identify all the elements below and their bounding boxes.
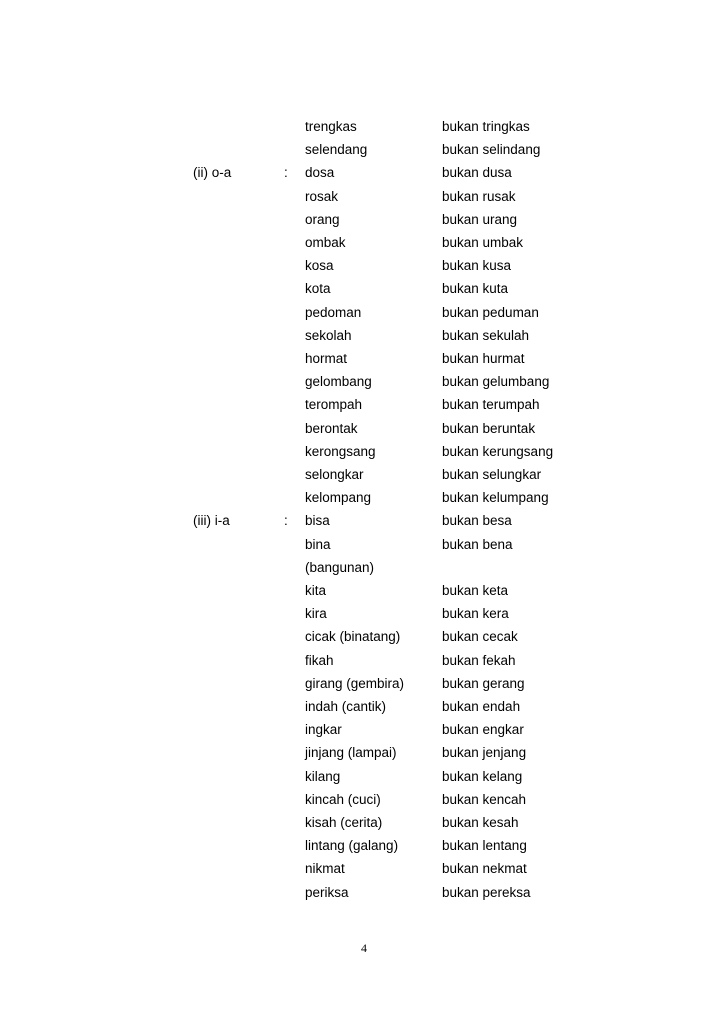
incorrect-spelling: bukan kuta (442, 281, 509, 297)
correct-spelling: pedoman (305, 304, 362, 320)
list-item (0, 235, 728, 257)
list-item (0, 490, 728, 512)
correct-spelling: kisah (cerita) (305, 815, 383, 830)
correct-spelling: selongkar (305, 467, 364, 482)
list-item (0, 189, 728, 211)
correct-spelling: sekolah (305, 327, 352, 343)
list-item (0, 676, 728, 698)
correct-spelling: bina (305, 536, 331, 552)
list-item (0, 397, 728, 419)
correct-spelling: berontak (305, 420, 358, 436)
list-item (0, 815, 728, 837)
incorrect-spelling: bukan kelang (442, 768, 523, 784)
incorrect-spelling: bukan dusa (442, 165, 512, 181)
list-item (0, 606, 728, 628)
list-item (0, 722, 728, 744)
correct-spelling: nikmat (305, 861, 345, 877)
correct-spelling: kincah (cuci) (305, 791, 381, 807)
correct-spelling: gelombang (305, 374, 372, 390)
incorrect-spelling: bukan bena (442, 536, 513, 552)
list-item (0, 838, 728, 860)
incorrect-spelling: bukan tringkas (442, 119, 530, 134)
list-item (0, 745, 728, 767)
correct-spelling: cicak (binatang) (305, 629, 401, 645)
incorrect-spelling: bukan endah (442, 699, 521, 714)
list-item (0, 699, 728, 721)
list-item (0, 653, 728, 675)
list-item (0, 885, 728, 907)
correct-spelling: indah (cantik) (305, 699, 387, 714)
separator-colon: : (284, 513, 288, 529)
incorrect-spelling: bukan peduman (442, 304, 539, 320)
correct-spelling: kilang (305, 768, 341, 784)
list-item (0, 421, 728, 443)
correct-spelling: lintang (galang) (305, 838, 399, 854)
list-item (0, 165, 728, 187)
list-item (0, 583, 728, 605)
incorrect-spelling: bukan urang (442, 211, 518, 227)
correct-spelling: bisa (305, 513, 330, 529)
correct-spelling: hormat (305, 351, 348, 366)
list-item (0, 444, 728, 466)
incorrect-spelling: bukan kelumpang (442, 490, 549, 506)
incorrect-spelling: bukan keta (442, 583, 509, 598)
separator-colon: : (284, 165, 288, 181)
incorrect-spelling: bukan kencah (442, 791, 527, 807)
list-item (0, 351, 728, 373)
incorrect-spelling: bukan kusa (442, 258, 512, 274)
incorrect-spelling: bukan kera (442, 606, 509, 622)
incorrect-spelling: bukan rusak (442, 188, 516, 204)
correct-spelling: terompah (305, 397, 363, 413)
incorrect-spelling: bukan sekulah (442, 327, 530, 343)
incorrect-spelling: bukan jenjang (442, 745, 527, 761)
incorrect-spelling: bukan pereksa (442, 884, 531, 900)
correct-spelling: periksa (305, 884, 349, 900)
incorrect-spelling: bukan nekmat (442, 861, 527, 877)
correct-spelling: ingkar (305, 722, 342, 738)
list-item (0, 560, 728, 582)
incorrect-spelling: bukan kerungsang (442, 443, 554, 459)
correct-spelling: (bangunan) (305, 559, 375, 575)
list-item (0, 142, 728, 164)
incorrect-spelling: bukan besa (442, 513, 512, 529)
correct-spelling: jinjang (lampai) (305, 745, 397, 761)
incorrect-spelling: bukan selungkar (442, 467, 542, 482)
incorrect-spelling: bukan lentang (442, 838, 527, 854)
correct-spelling: dosa (305, 165, 335, 181)
correct-spelling: selendang (305, 142, 368, 158)
section-label: (iii) i-a (193, 513, 230, 529)
incorrect-spelling: bukan fekah (442, 652, 516, 668)
incorrect-spelling: bukan terumpah (442, 397, 540, 413)
incorrect-spelling: bukan cecak (442, 629, 518, 645)
incorrect-spelling: bukan selindang (442, 142, 541, 158)
list-item (0, 861, 728, 883)
incorrect-spelling: bukan gerang (442, 675, 525, 691)
incorrect-spelling: bukan beruntak (442, 420, 536, 436)
list-item (0, 212, 728, 234)
incorrect-spelling: bukan engkar (442, 722, 524, 738)
correct-spelling: kosa (305, 258, 334, 274)
correct-spelling: kerongsang (305, 443, 376, 459)
page-number: 4 (361, 941, 367, 955)
incorrect-spelling: bukan gelumbang (442, 374, 550, 390)
correct-spelling: kota (305, 281, 331, 297)
list-item (0, 513, 728, 535)
correct-spelling: kita (305, 583, 327, 598)
list-item (0, 305, 728, 327)
correct-spelling: kelompang (305, 490, 372, 506)
correct-spelling: ombak (305, 235, 346, 250)
list-item (0, 119, 728, 141)
list-item (0, 328, 728, 350)
incorrect-spelling: bukan kesah (442, 815, 519, 830)
correct-spelling: orang (305, 211, 340, 227)
list-item (0, 258, 728, 280)
correct-spelling: girang (gembira) (305, 675, 405, 691)
list-item (0, 467, 728, 489)
correct-spelling: fikah (305, 652, 334, 668)
list-item (0, 629, 728, 651)
correct-spelling: rosak (305, 188, 339, 204)
list-item (0, 281, 728, 303)
list-item (0, 537, 728, 559)
correct-spelling: trengkas (305, 119, 357, 134)
incorrect-spelling: bukan umbak (442, 235, 524, 250)
incorrect-spelling: bukan hurmat (442, 351, 525, 366)
section-label: (ii) o-a (193, 165, 232, 181)
list-item (0, 769, 728, 791)
list-item (0, 374, 728, 396)
list-item (0, 792, 728, 814)
correct-spelling: kira (305, 606, 327, 622)
